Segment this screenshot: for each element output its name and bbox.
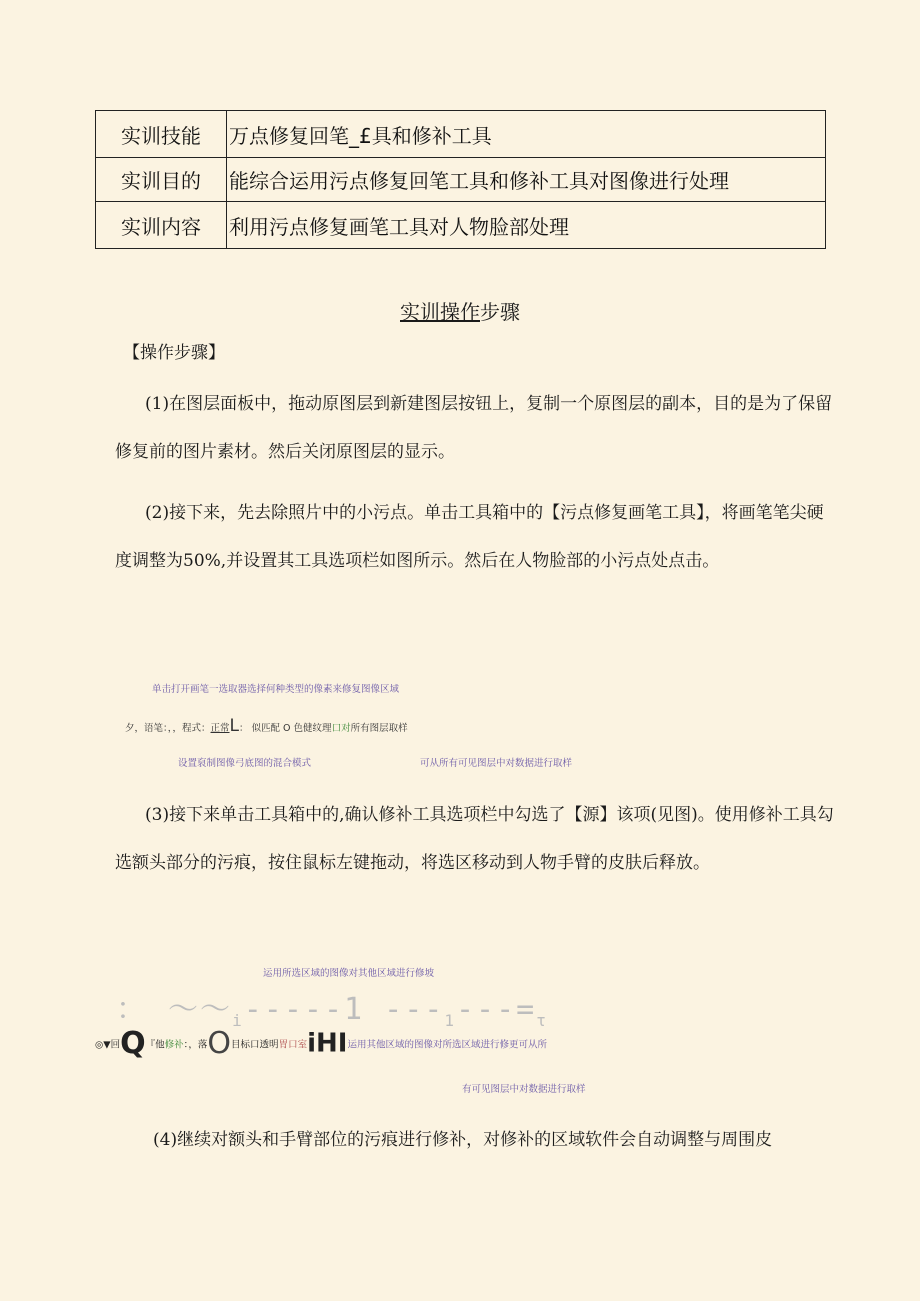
- table-row: [96, 202, 826, 249]
- paragraph-text: (3)接下来单击工具箱中的,确认修补工具选项栏中勾选了【源】该项(见图)。使用修补工具勾选额头部分的污痕，按住鼠标左键拖动，将选区移动到人物手臂的皮肤后释放。: [115, 805, 834, 873]
- patch-label-b: ：，落: [183, 1039, 208, 1051]
- figure1-right-note: 可从所有可见图层中对数据进行取样: [420, 758, 573, 769]
- row-value: 万点修复回笔_£具和修补工具: [227, 111, 826, 158]
- figure2-top-note: 运用所选区域的图像对其他区域进行修坡: [263, 968, 435, 979]
- patch-label-a: 『他: [145, 1039, 165, 1051]
- patch-label-red: 胃口室: [278, 1039, 308, 1051]
- optbar-brush: 夕，语笔：，，程式：: [125, 723, 211, 734]
- figure1-left-note: 设置裒制图像弓底图的混合模式: [178, 758, 312, 769]
- patch-q-glyph: Q: [120, 1026, 146, 1061]
- optbar-type: ： 似匹配 O 色健纹理: [239, 723, 332, 734]
- figure1-top-note: 单击打开画笔一选取器选择何种类型的像素来修复图像区域: [152, 684, 400, 695]
- info-table: [95, 110, 826, 249]
- spot-healing-options-bar: [125, 716, 408, 736]
- paragraph-step-4: [123, 1116, 843, 1164]
- patch-o-glyph: O: [207, 1026, 232, 1061]
- figure2-ruler: ： $\sim\sim_i-----1$ $---_1---=_\tau$: [116, 992, 548, 1030]
- paragraph-step-1: [115, 380, 835, 476]
- patch-tool-icons: ◎▼回: [95, 1039, 121, 1051]
- row-value: 利用污点修复画笔工具对人物脸部处理: [227, 202, 826, 249]
- section-title-rest: 步骤: [480, 300, 520, 324]
- figure2-bottom-note: 有可见图层中对数据进行取样: [462, 1084, 586, 1095]
- optbar-mode: 正常: [210, 723, 230, 734]
- patch-ihi-glyph: iHI: [307, 1028, 348, 1059]
- section-title-underlined: 实训操作: [400, 300, 480, 324]
- patch-label-c: 目标口透明: [231, 1039, 279, 1051]
- figure2-right-note: 运用其他区域的图像对所选区域进行修更可从所: [347, 1039, 547, 1051]
- section-title: [0, 296, 920, 325]
- paragraph-text: (4)继续对额头和手臂部位的污痕进行修补，对修补的区域软件会自动调整与周围皮: [153, 1130, 773, 1150]
- paragraph-text: (1)在图层面板中，拖动原图层到新建图层按钮上，复制一个原图层的副本，目的是为了保留修复前的图片素材。然后关闭原图层的显示。: [115, 394, 833, 462]
- row-value: 能综合运用污点修复回笔工具和修补工具对图像进行处理: [227, 158, 826, 202]
- row-label: 实训目的: [96, 158, 227, 202]
- patch-options-bar: [95, 1026, 547, 1060]
- paragraph-text: (2)接下来，先去除照片中的小污点。单击工具箱中的【污点修复画笔工具】，将画笔笔尖硬度调整为50%,并设置其工具选项栏如图所示。然后在人物脸部的小污点处点击。: [115, 503, 824, 571]
- row-label: 实训技能: [96, 111, 227, 158]
- optbar-mode-glyph: L: [229, 716, 240, 736]
- patch-label-green: 修补: [164, 1039, 184, 1051]
- row-label: 实训内容: [96, 202, 227, 249]
- table-row: [96, 111, 826, 158]
- optbar-checkbox: 口对: [331, 723, 351, 734]
- paragraph-step-2: [115, 489, 835, 585]
- table-row: [96, 158, 826, 202]
- steps-heading: 【操作步骤】: [123, 343, 225, 363]
- optbar-sample-all: 所有图层取样: [350, 723, 408, 734]
- paragraph-step-3: [115, 791, 835, 887]
